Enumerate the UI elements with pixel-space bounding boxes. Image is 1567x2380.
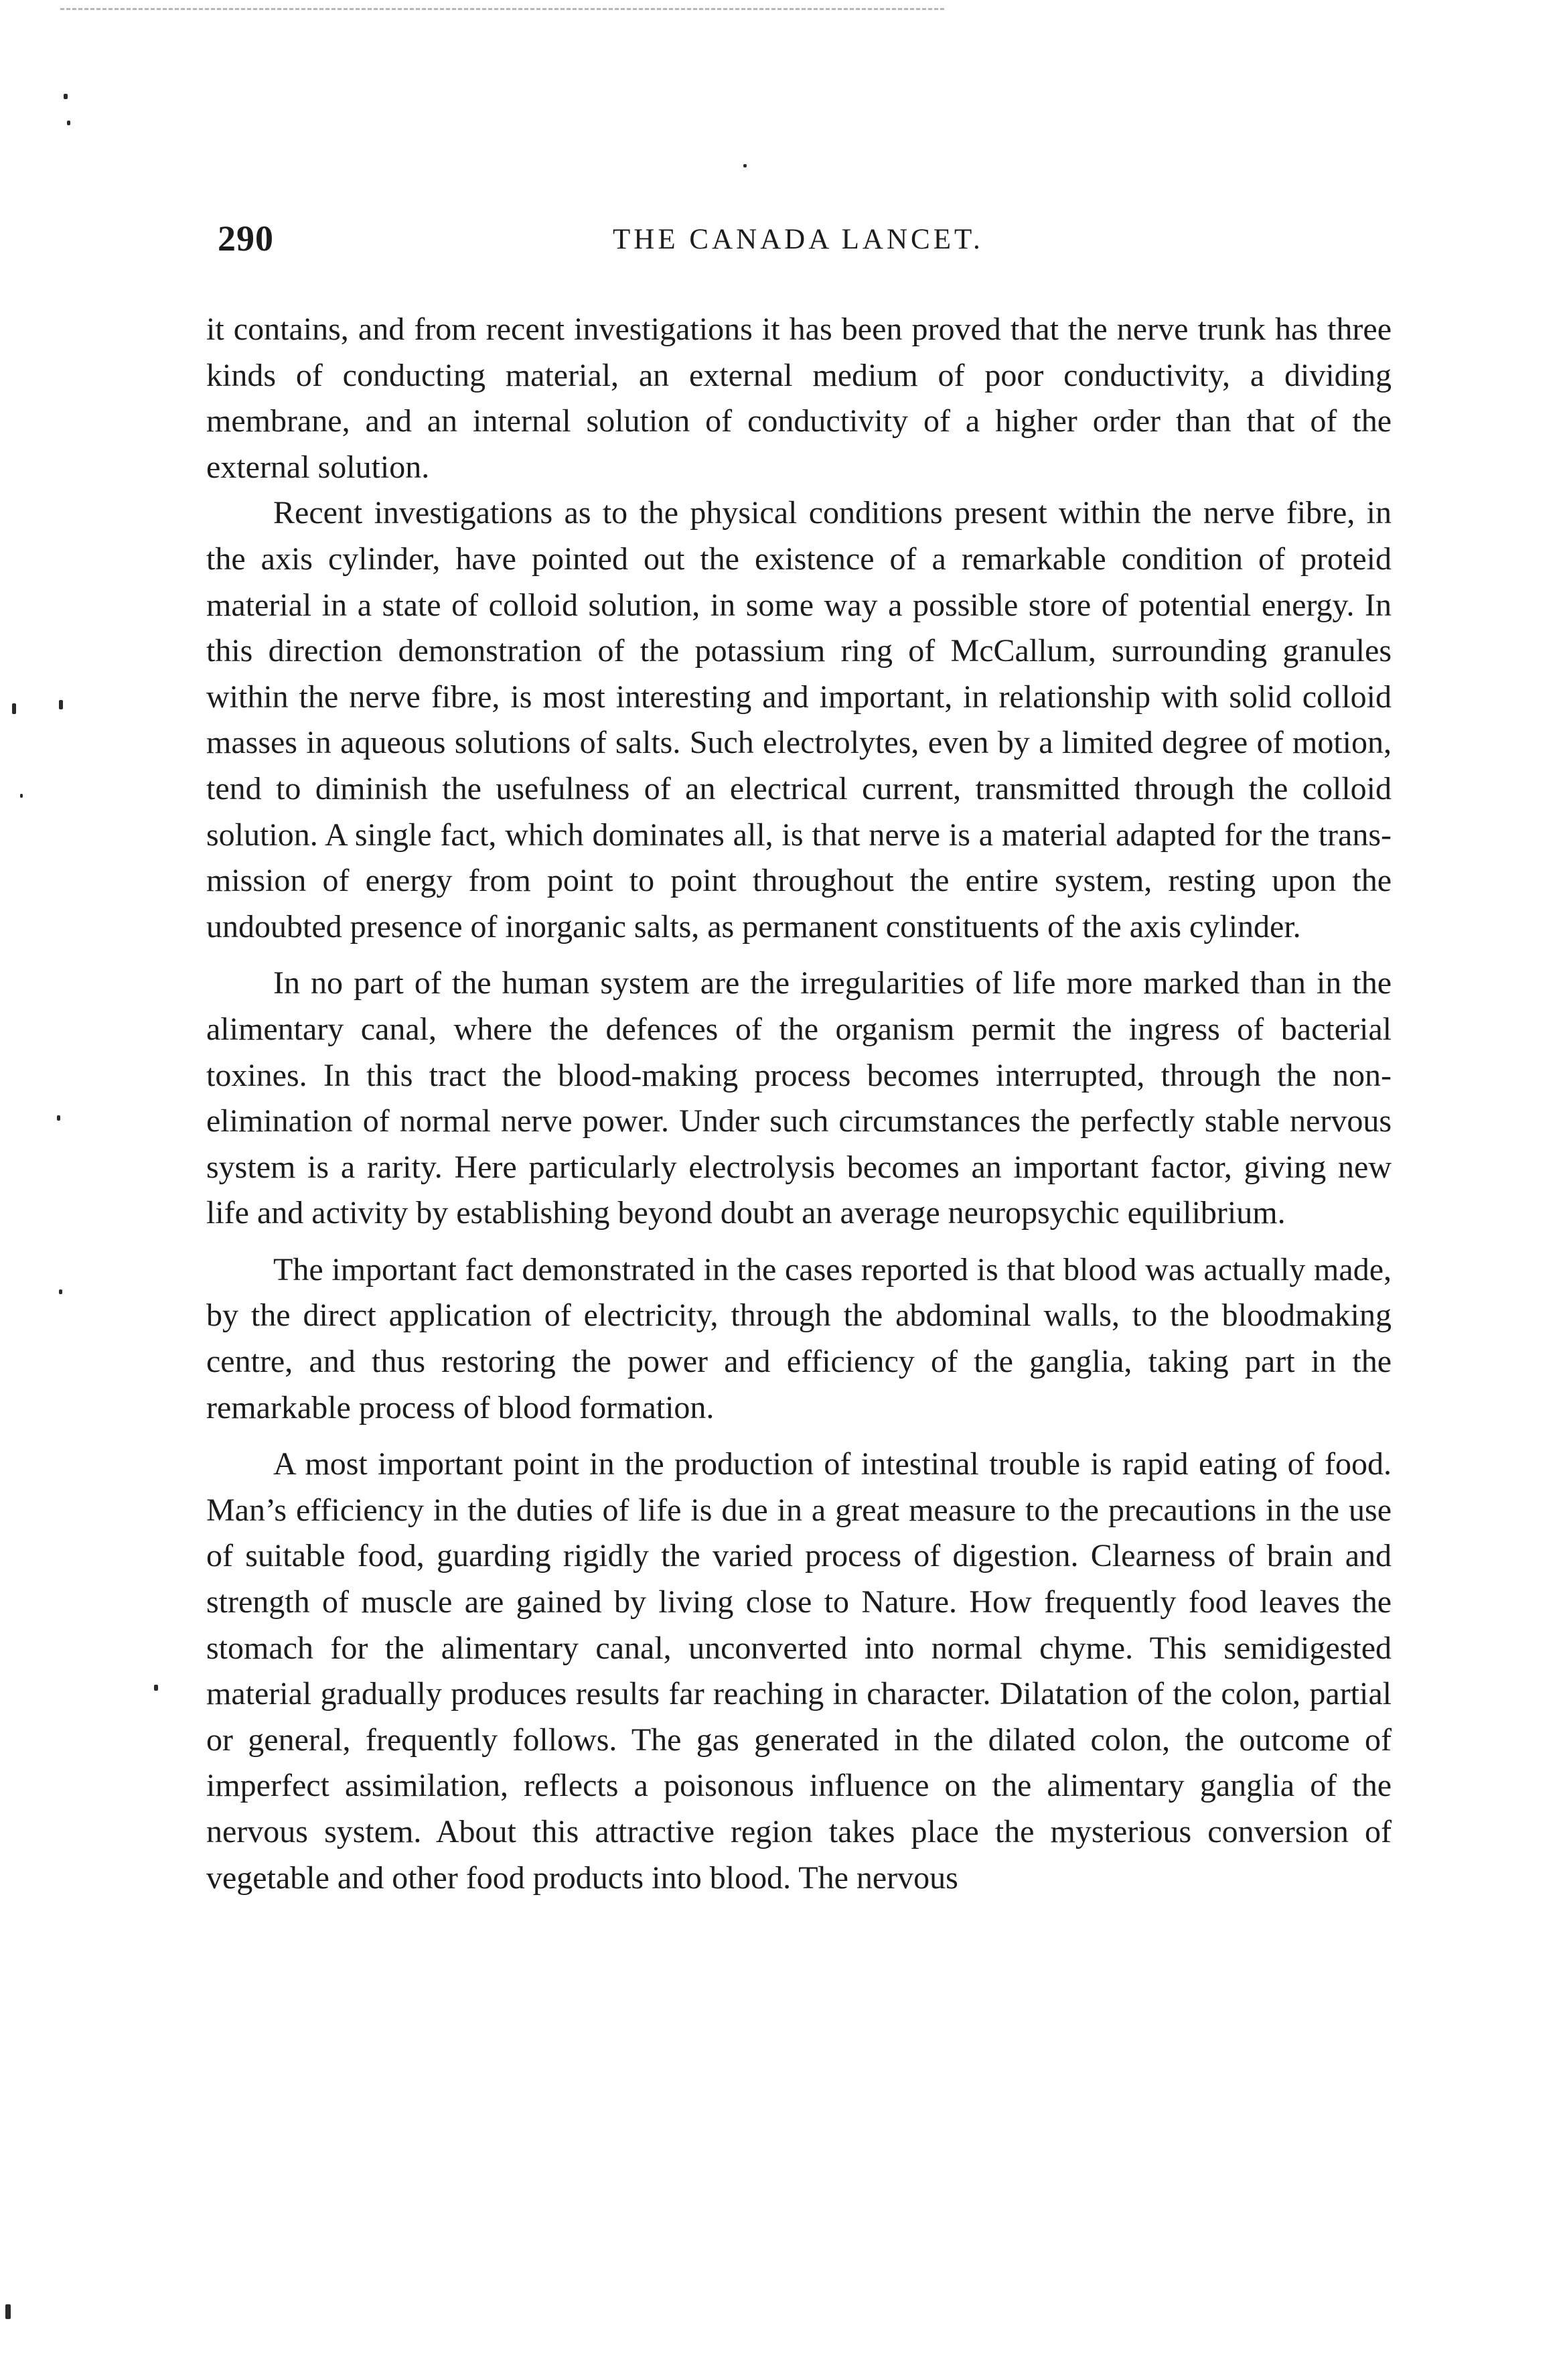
scan-speck	[67, 121, 70, 125]
body-paragraph: A most important point in the production of intestinal trouble is rapid eating of food. Man’s efficiency in the duties of life is due in a great measure to the precautions in the use of suitable food, guarding rigidly the varied process of digestion. Clearness of brain and strength of muscle are gained by living close to Nature. How frequently food leaves the stomach for the alimentary canal, unconverted into normal chyme. This semidigested material gradually produces results far reaching in character. Dilatation of the colon, partial or general, frequently follows. The gas generated in the dilated colon, the outcome of imperfect assimilation, reflects a poisonous influence on the alimentary ganglia of the nervous system. About this attractive region takes place the mysterious conversion of vegetable and other food products into blood. The nervous	[206, 1446, 1392, 1896]
scan-speck	[12, 703, 16, 714]
scan-top-edge-rule	[60, 8, 944, 10]
body-paragraph: In no part of the human system are the irregularities of life more marked than in the alimentary canal, where the defences of the organism permit the ingress of bacterial toxines. In this tract the blood-making process becomes interrupted, through the non-elimination of normal nerve power. Under such circumstances the perfectly stable nervous system is a rarity. Here particularly electrolysis becomes an important factor, giving new life and activity by establishing beyond doubt an average neuropsychic equilibrium.	[206, 965, 1392, 1231]
body-paragraph: Recent investigations as to the physical conditions present within the nerve fibre, in the axis cylinder, have pointed out the existence of a remarkable condition of proteid material in a state of colloid solution, in some way a possible store of potential energy. In this direction demonstration of the potassium ring of McCallum, surrounding granules within the nerve fibre, is most interesting and important, in relationship with solid colloid masses in aqueous solutions of salts. Such electrolytes, even by a limited degree of motion, tend to diminish the usefulness of an electrical current, transmitted through the colloid solution. A single fact, which dominates all, is that nerve is a material adapted for the transmission of energy from point to point throughout the entire system, resting upon the undoubted presence of inorganic salts, as permanent constituents of the axis cylinder.	[206, 495, 1392, 944]
scan-speck	[57, 1115, 60, 1121]
scan-speck	[743, 164, 747, 167]
article-body	[206, 307, 1392, 1901]
scan-speck	[20, 794, 23, 798]
page-number: 290	[218, 218, 274, 259]
body-paragraph: it contains, and from recent investigations it has been proved that the nerve trunk has three kinds of conducting material, an external medium of poor conductivity, a dividing membrane, and an internal solution of conductivity of a higher order than that of the external solution.	[206, 311, 1392, 485]
scan-speck	[5, 2304, 11, 2319]
body-paragraph: The important fact demonstrated in the cases reported is that blood was actually made, by the direct application of electricity, through the abdominal walls, to the bloodmaking centre, and thus restoring the power and efficiency of the ganglia, taking part in the remarkable process of blood formation.	[206, 1251, 1392, 1425]
scan-speck	[64, 94, 68, 99]
scan-speck	[154, 1685, 158, 1691]
scan-speck	[59, 700, 63, 709]
page-header	[218, 218, 1383, 258]
running-title: THE CANADA LANCET.	[613, 224, 984, 255]
scan-speck	[59, 1289, 62, 1294]
